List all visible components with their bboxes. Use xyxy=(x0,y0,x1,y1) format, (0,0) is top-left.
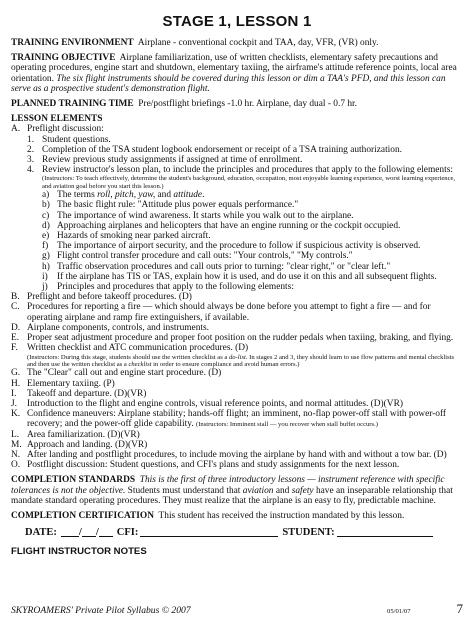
element-o-mark: O. xyxy=(11,460,21,471)
date-slash-2: / xyxy=(95,527,99,539)
principle-item xyxy=(11,221,463,231)
element-f-text: Written checklist and ATC communication procedures. (D) xyxy=(27,343,249,354)
element-h-mark: H. xyxy=(11,378,21,389)
principle-item-text xyxy=(57,221,463,231)
date-month-field[interactable] xyxy=(61,527,79,537)
training-objective-text: Airplane familiarization, use of written checklists, elementary safety precautions and operating procedures, engine start and shutdown, elementary taxiing, the airframe's attitude reference points, local area orientation. xyxy=(11,53,457,84)
element-h-text: Elementary taxiing. (P) xyxy=(27,378,115,389)
lesson-elements-heading: LESSON ELEMENTS xyxy=(11,114,103,125)
preflight-item-3-text: Review previous study assignments if assigned at time of enrollment. xyxy=(42,155,303,166)
principle-item xyxy=(11,241,463,251)
principle-item-mark: b) xyxy=(42,200,50,211)
f-note-mid: . In stages 2 and 3, they should learn to use flow patterns and mental checklists and then use the written checklist as a xyxy=(27,353,455,368)
element-j-text: Introduction to the flight and engine controls, visual reference points, and normal attitudes. (D)(VR) xyxy=(27,398,403,409)
element-n-text: After landing and postflight procedures, to include moving the airplane by hand with and without a tow bar. (D) xyxy=(27,449,447,460)
element-j-mark: J. xyxy=(11,398,17,409)
element-g xyxy=(11,368,463,378)
date-year-field[interactable] xyxy=(99,527,113,537)
element-b-mark: B. xyxy=(11,292,20,303)
element-g-text: The "Clear" call out and engine start procedure. (D) xyxy=(27,368,222,379)
element-h xyxy=(11,379,463,389)
principle-item-text xyxy=(57,190,463,200)
signature-line xyxy=(11,527,463,539)
principle-item-it2: attitude xyxy=(173,190,203,201)
principle-item xyxy=(11,200,463,210)
student-signature-field[interactable] xyxy=(337,527,433,537)
element-k-text-wrap xyxy=(27,409,463,429)
completion-standards-pre: Students must understand that xyxy=(125,485,243,496)
principle-item-mark: f) xyxy=(42,241,49,252)
principle-item-post: . xyxy=(202,190,205,201)
principle-item xyxy=(11,262,463,272)
preflight-item-2-text: Completion of the TSA student logbook endorsement or receipt of a TSA training authorization. xyxy=(42,144,403,155)
a4-instructor-note: (Instructors: To teach effectively, determine the student's background, education, occupation, most enjoyable learning experience, worst learning experience, and aviation goal before you start this lesson.) xyxy=(42,175,456,190)
training-objective-note: The six flight instruments should be covered during this lesson or dim a TAA's PFD, and this lesson can serve as a prospective student's demonstration flight. xyxy=(11,73,446,94)
flight-instructor-notes: FLIGHT INSTRUCTOR NOTES xyxy=(11,546,147,558)
completion-standards-mid: and xyxy=(273,485,292,496)
training-environment xyxy=(11,38,463,48)
completion-standards-label: COMPLETION STANDARDS xyxy=(11,475,136,486)
element-f-mark: F. xyxy=(11,343,18,354)
preflight-item-3-mark: 3. xyxy=(27,155,35,166)
element-g-mark: G. xyxy=(11,368,21,379)
principle-item-text xyxy=(57,282,463,292)
planned-training-time-label: PLANNED TRAINING TIME xyxy=(11,99,134,110)
preflight-item-2-mark: 2. xyxy=(27,144,35,155)
principle-item-mark: j) xyxy=(42,282,48,293)
training-environment-text: Airplane - conventional cockpit and TAA, day, VFR, (VR) only. xyxy=(137,38,379,48)
element-o xyxy=(11,460,463,470)
element-d xyxy=(11,323,463,333)
preflight-item-1-text: Student questions. xyxy=(42,134,111,145)
principle-item-pre: The importance of airport security, and the procedure to follow if suspicious activity is observed. xyxy=(57,241,421,252)
f-note-pre: (Instructors: During this stage, students should use the written checklist as a xyxy=(27,353,229,361)
element-c-text: Procedures for reporting a fire — which should always be done before you attempt to fight a fire — and for operating airplane and ramp fire extinguishers, if available. xyxy=(27,302,431,323)
principle-item-pre: The importance of wind awareness. It starts while you walk out to the airplane. xyxy=(57,210,354,221)
date-day-field[interactable] xyxy=(82,527,96,537)
element-b-text: Preflight and before takeoff procedures. (D) xyxy=(27,292,192,303)
footer-title: SKYROAMERS' Private Pilot Syllabus © 2007 xyxy=(11,605,191,616)
completion-standards xyxy=(11,475,463,506)
principle-item-mark: d) xyxy=(42,220,50,231)
element-d-mark: D. xyxy=(11,322,21,333)
page-footer xyxy=(11,601,463,617)
principle-item xyxy=(11,211,463,221)
completion-standards-aviation: aviation xyxy=(242,485,274,496)
principle-item-text xyxy=(57,241,463,251)
element-k xyxy=(11,409,463,429)
element-m-text: Approach and landing. (D)(VR) xyxy=(27,439,148,450)
lesson-title: STAGE 1, LESSON 1 xyxy=(162,13,312,30)
element-m-mark: M. xyxy=(11,439,22,450)
principle-item-text xyxy=(57,200,463,210)
principle-item-mark: a) xyxy=(42,190,50,201)
principle-item-pre: Principles and procedures that apply to the following elements: xyxy=(57,282,294,293)
planned-training-time xyxy=(11,99,463,109)
element-n xyxy=(11,450,463,460)
principle-item-it: roll, pitch, yaw, xyxy=(97,190,156,201)
element-e-mark: E. xyxy=(11,333,20,344)
element-l-text: Area familiarization. (D)(VR) xyxy=(27,429,140,440)
preflight-item-1 xyxy=(11,135,463,145)
element-c-mark: C. xyxy=(11,302,20,313)
principle-item-text xyxy=(57,272,463,282)
element-n-mark: N. xyxy=(11,449,21,460)
preflight-item-4-mark: 4. xyxy=(27,165,35,176)
f-instructor-note xyxy=(11,354,463,369)
element-m xyxy=(11,440,463,450)
principle-item-pre: Hazards of smoking near parked aircraft. xyxy=(57,231,211,242)
element-o-text: Postflight discussion: Student questions, and CFI's plans and study assignments for the next lesson. xyxy=(27,460,400,471)
preflight-item-1-mark: 1. xyxy=(27,134,35,145)
completion-certification-text: This student has received the instruction mandated by this lesson. xyxy=(158,510,405,521)
element-k-mark: K. xyxy=(11,409,21,420)
element-l xyxy=(11,430,463,440)
principle-item-text xyxy=(57,231,463,241)
preflight-item-4 xyxy=(11,165,463,175)
principle-item xyxy=(11,231,463,241)
principle-item-text xyxy=(57,251,463,261)
footer-date: 05/01/07 xyxy=(387,608,411,615)
principle-item-mark: e) xyxy=(42,231,50,242)
element-e xyxy=(11,333,463,343)
principle-item xyxy=(11,282,463,292)
element-i-text: Takeoff and departure. (D)(VR) xyxy=(27,388,147,399)
element-a-text: Preflight discussion: xyxy=(27,124,104,135)
student-label: STUDENT: xyxy=(282,527,335,539)
preflight-item-4-text: Review instructor's lesson plan, to include the principles and procedures that apply to the following elements: xyxy=(42,165,453,176)
preflight-item-3 xyxy=(11,155,463,165)
completion-standards-italic: This is the first of three introductory lessons — instrument reference with specific tolerances is not the objective. xyxy=(11,475,445,496)
element-f xyxy=(11,343,463,353)
principle-item-text xyxy=(57,211,463,221)
principle-item-pre: Approaching airplanes and helicopters that have an engine running or the cockpit occupied. xyxy=(57,220,401,231)
date-label: DATE: xyxy=(25,527,57,539)
f-note-do-list: do-list xyxy=(229,353,246,361)
date-slash-1: / xyxy=(78,527,82,539)
element-a-mark: A. xyxy=(11,124,21,135)
training-environment-label: TRAINING ENVIRONMENT xyxy=(11,38,134,48)
training-objective xyxy=(11,53,463,94)
element-k-note: (Instructors: Imminent stall — you recover when stall buffet occurs.) xyxy=(196,421,378,429)
training-objective-label: TRAINING OBJECTIVE xyxy=(11,53,116,64)
element-i-mark: I. xyxy=(11,388,17,399)
completion-certification-label: COMPLETION CERTIFICATION xyxy=(11,510,154,521)
cfi-signature-field[interactable] xyxy=(140,527,278,537)
completion-certification xyxy=(11,511,463,521)
cfi-label: CFI: xyxy=(116,527,139,539)
principle-item-mark: g) xyxy=(42,251,50,262)
principle-item-pre: The terms xyxy=(57,190,98,201)
principle-item-mark: h) xyxy=(42,261,50,272)
element-a xyxy=(11,124,463,134)
principle-item-text xyxy=(57,262,463,272)
lesson-elements xyxy=(11,114,463,470)
element-l-mark: L. xyxy=(11,429,20,440)
element-i xyxy=(11,389,463,399)
element-b xyxy=(11,292,463,302)
principle-item-pre: The basic flight rule: "Attitude plus power equals performance." xyxy=(57,200,299,211)
principle-item xyxy=(11,251,463,261)
f-note-checklist: checklist xyxy=(128,360,152,368)
principle-item xyxy=(11,190,463,200)
principle-item-mark: c) xyxy=(42,210,50,221)
preflight-item-2 xyxy=(11,145,463,155)
principle-item-pre: Traffic observation procedures and call outs prior to turning: "clear right," or "clear left." xyxy=(57,261,391,272)
element-e-text: Proper seat adjustment procedure and proper foot position on the rudder pedals when taxiing, braking, and flying. xyxy=(27,333,454,344)
completion-standards-post: have an inseparable relationship that mandate standard operating procedures. They must realize that the airplane is an easy to fly, predictable machine. xyxy=(11,485,453,506)
principle-item-pre: If the airplane has TIS or TAS, explain how it is used, and do use it on this and all subsequent flights. xyxy=(57,271,437,282)
principle-item-mark: i) xyxy=(42,271,48,282)
principle-item-pre: Flight control transfer procedure and call outs: "Your controls," "My controls." xyxy=(57,251,353,262)
completion-standards-safety: safety xyxy=(291,485,314,496)
element-c xyxy=(11,302,463,322)
page-number: 7 xyxy=(456,601,463,616)
principle-item xyxy=(11,272,463,282)
element-d-text: Airplane components, controls, and instruments. xyxy=(27,322,209,333)
planned-training-time-text: Pre/postflight briefings -1.0 hr. Airplane, day dual - 0.7 hr. xyxy=(138,99,357,110)
principle-item-mid: and xyxy=(155,190,174,201)
element-j xyxy=(11,399,463,409)
f-note-post: in order to ensure compliance and avoid human errors.) xyxy=(151,360,300,368)
element-k-text: Confidence maneuvers: Airplane stability; hands-off flight; an imminent, no-flap power-off stall with power-off recovery; and the power-off glide capability. xyxy=(27,409,447,430)
